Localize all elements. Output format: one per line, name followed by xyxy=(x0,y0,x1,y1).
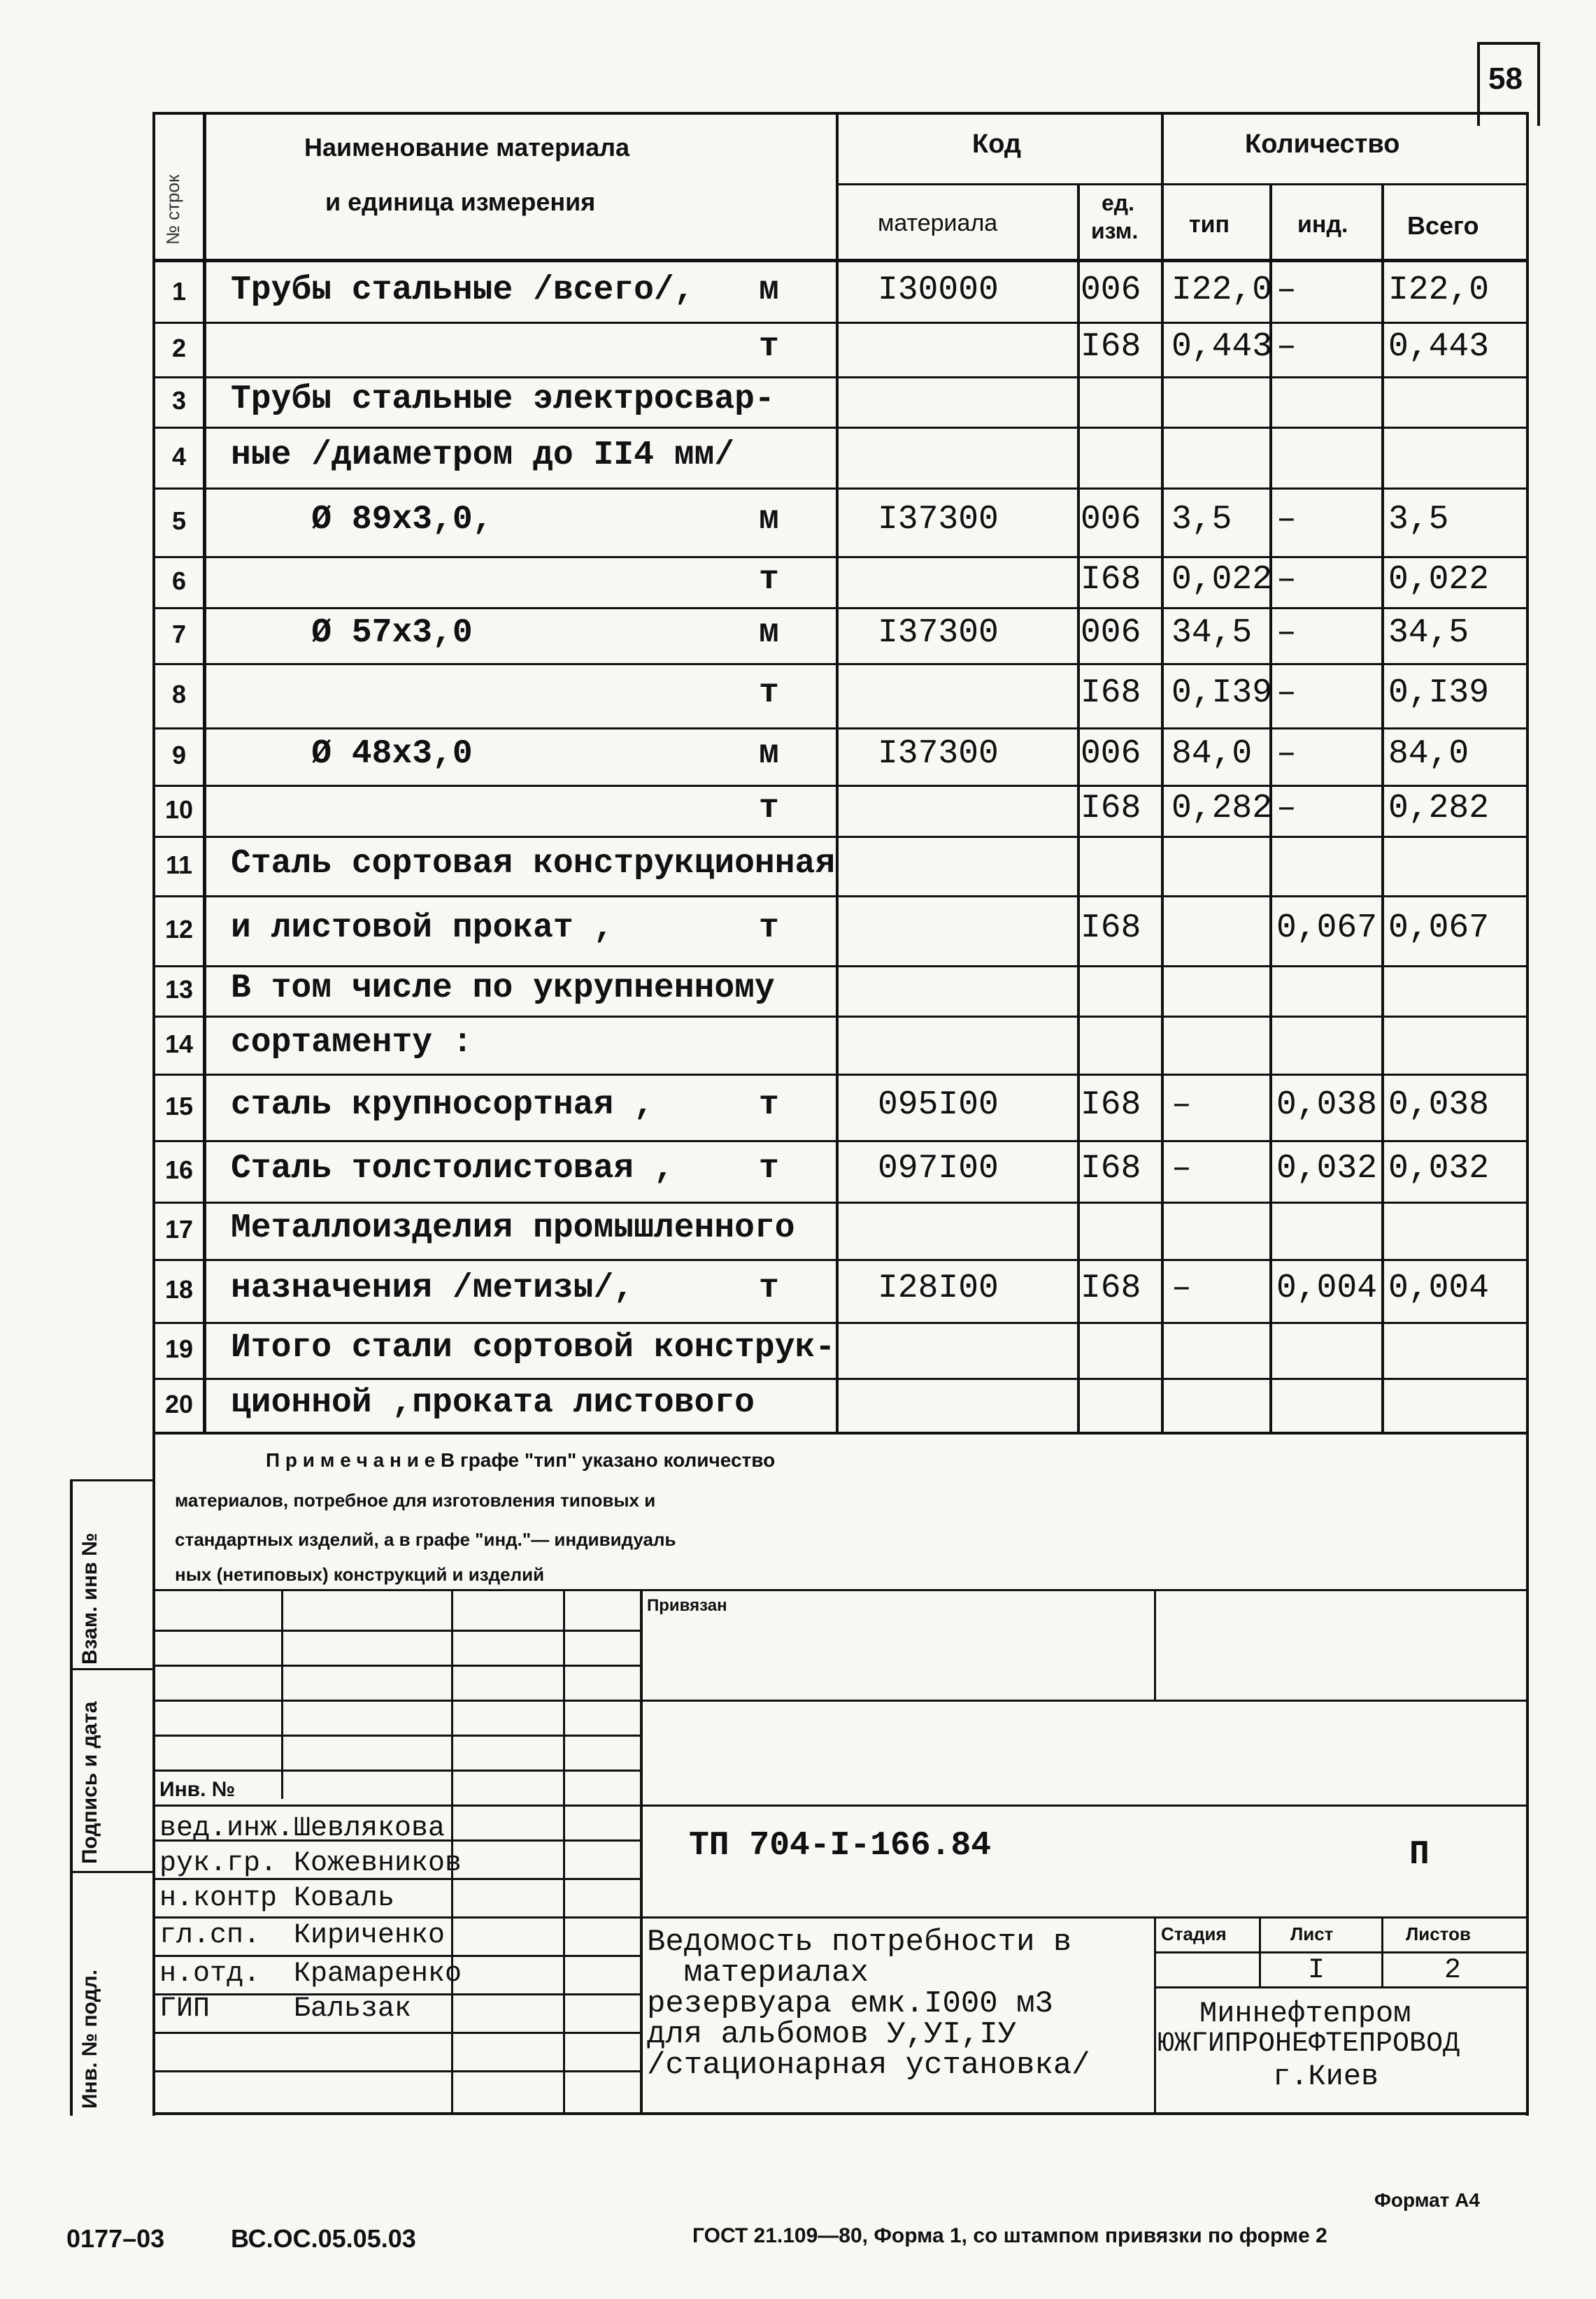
stamp-role: ГИП xyxy=(159,1993,211,2025)
row-number: 8 xyxy=(171,680,187,709)
stamp-person-name: Кириченко xyxy=(294,1920,446,1951)
org-line-2: ЮЖГИПРОНЕФТЕПРОВОД xyxy=(1157,2028,1460,2060)
page-number: 58 xyxy=(1488,62,1523,96)
cell-name: Трубы стальные электросвар- xyxy=(231,380,775,418)
stamp-person-name: Коваль xyxy=(294,1883,395,1914)
stamp-role: н.отд. xyxy=(159,1958,261,1990)
cell-type: 3,5 xyxy=(1171,501,1232,539)
cell-type: – xyxy=(1171,1269,1192,1307)
cell-ucode: I68 xyxy=(1081,674,1141,712)
note-line-1: П р и м е ч а н и е В графе "тип" указано количество xyxy=(266,1449,776,1471)
header-qty-type: тип xyxy=(1189,211,1230,238)
sheet-value: I xyxy=(1308,1955,1325,1986)
cell-name: Ø 89x3,0, xyxy=(231,501,493,539)
side-label-vzam: Взам. инв № xyxy=(78,1532,101,1665)
doc-title-3: резервуара емк.I000 м3 xyxy=(647,1986,1053,2021)
cell-unit: т xyxy=(759,1086,779,1124)
cell-unit: т xyxy=(759,789,779,827)
footer-left-code: 0177–03 xyxy=(66,2224,165,2253)
cell-type: – xyxy=(1171,1150,1192,1188)
cell-type: I22,0 xyxy=(1171,271,1273,309)
cell-total: 0,443 xyxy=(1388,328,1490,366)
cell-code: I37300 xyxy=(878,735,999,773)
cell-ind: – xyxy=(1276,614,1297,652)
cell-ind: – xyxy=(1276,674,1297,712)
row-number: 5 xyxy=(171,506,187,535)
cell-name: сортаменту : xyxy=(231,1023,473,1062)
cell-ucode: I68 xyxy=(1081,1269,1141,1307)
header-code: Код xyxy=(972,129,1022,159)
row-number: 15 xyxy=(164,1091,194,1120)
sheet-mark: П xyxy=(1409,1836,1430,1874)
stamp-person-name: Шевлякова xyxy=(294,1813,446,1844)
cell-unit: т xyxy=(759,1269,779,1307)
stamp-role: гл.сп. xyxy=(159,1920,261,1951)
cell-total: 34,5 xyxy=(1388,614,1469,652)
row-number: 14 xyxy=(164,1029,194,1058)
row-number: 20 xyxy=(164,1389,194,1418)
cell-ind: 0,004 xyxy=(1276,1269,1378,1307)
cell-name: ные /диаметром до II4 мм/ xyxy=(231,436,735,474)
cell-total: 84,0 xyxy=(1388,735,1469,773)
doc-title-4: для альбомов У,УI,IУ xyxy=(647,2017,1017,2052)
header-code-unit-1: ед. xyxy=(1102,190,1134,215)
cell-code: I37300 xyxy=(878,614,999,652)
cell-ind: – xyxy=(1276,501,1297,539)
row-number: 11 xyxy=(165,850,193,879)
row-number: 4 xyxy=(171,441,187,471)
cell-ind: – xyxy=(1276,735,1297,773)
stamp-role: вед.инж. xyxy=(159,1813,294,1844)
cell-name: Сталь сортовая конструкционная xyxy=(231,844,836,883)
header-name-line1: Наименование материала xyxy=(304,133,629,162)
cell-unit: м xyxy=(759,735,779,773)
cell-name: Ø 57x3,0 xyxy=(231,614,473,652)
cell-unit: т xyxy=(759,328,779,366)
cell-ind: 0,032 xyxy=(1276,1150,1378,1188)
row-number: 7 xyxy=(171,620,187,648)
note-line-2: материалов, потребное для изготовления типовых и xyxy=(175,1490,656,1511)
cell-name: и листовой прокат , xyxy=(231,909,614,947)
cell-name: сталь крупносортная , xyxy=(231,1086,654,1124)
cell-code: I37300 xyxy=(878,501,999,539)
cell-total: 0,022 xyxy=(1388,560,1490,599)
note-line-4: ных (нетиповых) конструкций и изделий xyxy=(175,1564,545,1585)
cell-name: Ø 48x3,0 xyxy=(231,735,473,773)
sheets-label: Листов xyxy=(1406,1923,1471,1944)
header-code-material: материала xyxy=(878,210,998,236)
cell-total: 0,067 xyxy=(1388,909,1490,947)
row-number: 2 xyxy=(171,334,187,362)
cell-unit: т xyxy=(759,674,779,712)
footer-gost: ГОСТ 21.109—80, Форма 1, со штампом привязки по форме 2 xyxy=(692,2224,1327,2247)
cell-name: В том числе по укрупненному xyxy=(231,969,775,1007)
cell-type: 0,282 xyxy=(1171,789,1273,827)
cell-unit: м xyxy=(759,501,779,539)
cell-ucode: 006 xyxy=(1081,501,1141,539)
stamp-inv-no: Инв. № xyxy=(159,1778,236,1801)
cell-unit: т xyxy=(759,909,779,947)
stamp-person-name: Крамаренко xyxy=(294,1958,462,1990)
stamp-role: рук.гр. xyxy=(159,1848,278,1879)
cell-unit: м xyxy=(759,614,779,652)
cell-ind: – xyxy=(1276,328,1297,366)
cell-ucode: 006 xyxy=(1081,614,1141,652)
document-code: ТП 704-I-166.84 xyxy=(689,1827,992,1865)
cell-ucode: I68 xyxy=(1081,789,1141,827)
row-number: 18 xyxy=(164,1275,194,1304)
cell-type: 0,022 xyxy=(1171,560,1273,599)
side-label-podpis: Подпись и дата xyxy=(78,1701,101,1864)
cell-ucode: I68 xyxy=(1081,328,1141,366)
cell-ind: – xyxy=(1276,789,1297,827)
org-line-3: г.Киев xyxy=(1273,2060,1379,2093)
cell-type: 0,443 xyxy=(1171,328,1273,366)
row-number: 3 xyxy=(171,386,187,415)
header-row-number: № строк xyxy=(162,174,183,245)
header-code-unit-2: изм. xyxy=(1091,218,1139,243)
cell-ucode: 006 xyxy=(1081,271,1141,309)
cell-unit: т xyxy=(759,560,779,599)
cell-ucode: I68 xyxy=(1081,1150,1141,1188)
doc-title-1: Ведомость потребности в xyxy=(647,1925,1072,1960)
cell-ucode: I68 xyxy=(1081,1086,1141,1124)
stage-label: Стадия xyxy=(1161,1923,1227,1944)
row-number: 9 xyxy=(171,741,187,769)
cell-total: 0,I39 xyxy=(1388,674,1490,712)
cell-total: 0,032 xyxy=(1388,1150,1490,1188)
row-number: 6 xyxy=(171,566,187,595)
cell-name: назначения /метизы/, xyxy=(231,1269,634,1307)
footer-series: ВС.ОС.05.05.03 xyxy=(231,2224,416,2253)
footer-format: Формат А4 xyxy=(1374,2189,1480,2211)
sheet-label: Лист xyxy=(1290,1923,1334,1944)
cell-name: Трубы стальные /всего/, xyxy=(231,271,694,309)
cell-name: Итого стали сортовой конструк- xyxy=(231,1329,836,1367)
cell-name: ционной ,проката листового xyxy=(231,1383,755,1422)
cell-ucode: 006 xyxy=(1081,735,1141,773)
cell-total: 0,038 xyxy=(1388,1086,1490,1124)
row-number: 12 xyxy=(164,915,194,944)
stamp-privyazan: Привязан xyxy=(647,1596,727,1615)
org-line-1: Миннефтепром xyxy=(1199,1997,1411,2030)
row-number: 19 xyxy=(164,1334,194,1363)
cell-ind: 0,038 xyxy=(1276,1086,1378,1124)
stamp-person-name: Бальзак xyxy=(294,1993,412,2025)
doc-title-5: /стационарная установка/ xyxy=(647,2048,1090,2083)
doc-title-2: материалах xyxy=(647,1956,869,1991)
row-number: 10 xyxy=(164,795,194,824)
stamp-person-name: Кожевников xyxy=(294,1848,462,1879)
cell-total: I22,0 xyxy=(1388,271,1490,309)
cell-unit: т xyxy=(759,1150,779,1188)
cell-unit: м xyxy=(759,271,779,309)
cell-type: 0,I39 xyxy=(1171,674,1273,712)
row-number: 16 xyxy=(164,1155,194,1184)
row-number: 13 xyxy=(164,975,194,1004)
cell-name: Металлоизделия промышленного xyxy=(231,1209,795,1247)
cell-total: 0,004 xyxy=(1388,1269,1490,1307)
cell-ucode: I68 xyxy=(1081,909,1141,947)
cell-type: 34,5 xyxy=(1171,614,1253,652)
header-qty-ind: инд. xyxy=(1297,211,1348,238)
cell-code: 095I00 xyxy=(878,1086,999,1124)
header-quantity: Количество xyxy=(1245,129,1400,159)
header-qty-total: Всего xyxy=(1407,211,1479,240)
cell-type: – xyxy=(1171,1086,1192,1124)
cell-total: 0,282 xyxy=(1388,789,1490,827)
cell-total: 3,5 xyxy=(1388,501,1449,539)
cell-name: Сталь толстолистовая , xyxy=(231,1150,674,1188)
cell-type: 84,0 xyxy=(1171,735,1253,773)
header-name-line2: и единица измерения xyxy=(325,187,596,216)
row-number: 17 xyxy=(164,1215,194,1244)
cell-code: 097I00 xyxy=(878,1150,999,1188)
cell-code: I28I00 xyxy=(878,1269,999,1307)
cell-ind: – xyxy=(1276,271,1297,309)
side-label-inv-podl: Инв. № подл. xyxy=(78,1969,101,2109)
sheets-value: 2 xyxy=(1444,1955,1462,1986)
cell-ind: – xyxy=(1276,560,1297,599)
cell-code: I30000 xyxy=(878,271,999,309)
stamp-role: н.контр xyxy=(159,1883,278,1914)
cell-ind: 0,067 xyxy=(1276,909,1378,947)
row-number: 1 xyxy=(171,276,187,306)
cell-ucode: I68 xyxy=(1081,560,1141,599)
note-line-3: стандартных изделий, а в графе "инд."— индивидуаль xyxy=(175,1529,676,1550)
